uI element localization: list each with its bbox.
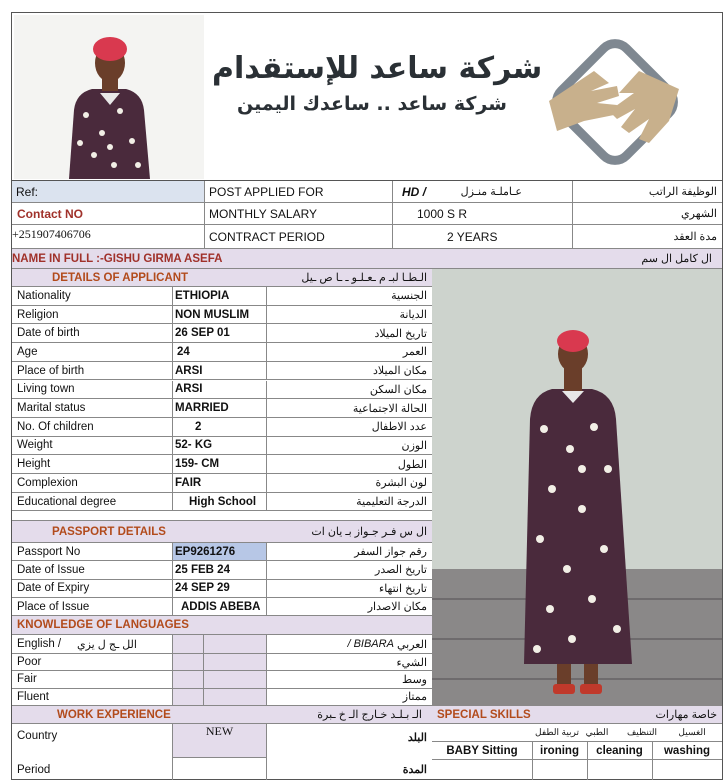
period-ar-work: المدة	[402, 764, 427, 776]
applicant-row	[12, 493, 432, 512]
passport-label: Passport No	[17, 545, 81, 558]
skill-ar-2: الطبي	[585, 727, 609, 737]
passport-label: Date of Issue	[17, 563, 85, 576]
arabic-label: العربي BIBARA /	[347, 638, 427, 651]
applicant-value: 26 SEP 01	[175, 327, 230, 340]
full-name: NAME IN FULL :-GISHU GIRMA ASEFA	[12, 252, 223, 265]
skill-ar-1: تربية الطفل	[535, 727, 580, 737]
skills-header	[432, 706, 722, 724]
passport-label: Place of Issue	[17, 600, 90, 613]
phone-number: +251907406706	[12, 227, 91, 241]
spacer	[12, 511, 432, 521]
company-subtitle: شركة ساعد .. ساعدك اليمين	[237, 93, 507, 115]
applicant-header	[12, 269, 432, 287]
applicant-value: MARRIED	[175, 402, 229, 415]
applicant-ar: الديانة	[399, 309, 427, 322]
salary-value: 1000 S R	[417, 206, 468, 221]
applicant-photo-full	[432, 269, 722, 706]
period-label-work: Period	[17, 763, 51, 776]
applicant-ar: عدد الاطفال	[371, 421, 427, 434]
post-value: HD /	[402, 184, 426, 199]
applicant-label: Place of birth	[17, 364, 85, 377]
salary-label: MONTHLY SALARY	[209, 206, 318, 221]
passport-ar: مكان الاصدار	[367, 601, 427, 614]
passport-value: 24 SEP 29	[175, 582, 230, 595]
applicant-row	[12, 324, 432, 343]
applicant-ar: مكان السكن	[369, 383, 427, 396]
english-label: English /	[17, 638, 62, 650]
applicant-row	[12, 399, 432, 418]
skill-ar-4: الغسيل	[678, 727, 706, 737]
applicant-value: High School	[189, 495, 257, 508]
passport-row	[12, 561, 432, 579]
applicant-row	[12, 362, 432, 381]
passport-row	[12, 598, 432, 616]
applicant-label: Educational degree	[17, 495, 117, 508]
passport-ar: تاريخ الصدر	[375, 564, 427, 577]
header	[12, 13, 722, 181]
applicant-ar: لون البشرة	[375, 477, 427, 490]
applicant-value: ARSI	[175, 383, 203, 396]
skills-row	[432, 742, 722, 760]
applicant-label: Nationality	[17, 289, 71, 302]
company-logo	[539, 31, 689, 176]
skill-washing: washing	[663, 744, 710, 757]
applicant-row	[12, 287, 432, 306]
languages-head-row	[12, 635, 432, 654]
skill-baby-sitting: BABY Sitting	[446, 744, 518, 757]
applicant-label: Complexion	[17, 476, 78, 489]
applicant-label: No. Of children	[17, 420, 94, 433]
passport-value: 25 FEB 24	[175, 563, 230, 576]
language-level-label: Fair	[17, 673, 37, 686]
skills-empty-row	[432, 760, 722, 780]
skills-ar-row	[432, 724, 722, 742]
cv-page	[11, 12, 723, 780]
salary-ar: الشهري	[681, 208, 717, 220]
skill-cleaning: cleaning	[596, 744, 643, 757]
language-level-row	[12, 689, 432, 706]
applicant-label: Age	[17, 345, 38, 358]
name-row	[12, 249, 722, 269]
language-level-row	[12, 671, 432, 688]
skill-ar-3: التنظيف	[626, 727, 658, 737]
languages-header	[12, 616, 432, 635]
applicant-value: 52- KG	[175, 439, 213, 452]
passport-value: EP9261276	[173, 543, 266, 560]
applicant-value: FAIR	[175, 476, 202, 489]
applicant-label: Living town	[17, 383, 75, 396]
post-ar: الوظيفة الراتب	[648, 186, 717, 198]
work-title: WORK EXPERIENCE	[57, 708, 171, 721]
applicant-ar: مكان الميلاد	[372, 365, 427, 378]
applicant-ar: تاريخ الميلاد	[374, 327, 427, 340]
applicant-row	[12, 381, 432, 400]
post-value-ar: عـاملـة منـزل	[460, 186, 522, 198]
language-level-ar: الشيء	[396, 656, 427, 669]
full-name-ar: ال كامل ال سم	[641, 253, 712, 265]
ref-label: Ref:	[12, 181, 204, 202]
language-level-label: Fluent	[17, 690, 49, 703]
applicant-row	[12, 418, 432, 437]
ref-row	[12, 181, 722, 203]
passport-row	[12, 580, 432, 598]
skills-title-ar: خاصة مهارات	[655, 709, 717, 721]
language-level-ar: وسط	[402, 673, 427, 686]
applicant-value: 159- CM	[175, 458, 220, 471]
applicant-label: Height	[17, 458, 51, 471]
applicant-ar: العمر	[402, 346, 427, 359]
passport-value: ADDIS ABEBA	[181, 600, 261, 613]
applicant-row	[12, 437, 432, 456]
applicant-ar: الدرجة التعليمية	[356, 496, 427, 509]
passport-title-ar: ال س فـر جـواز بـ يان ات	[311, 526, 427, 538]
period-label: CONTRACT PERIOD	[209, 229, 325, 244]
applicant-photo-small	[14, 15, 204, 179]
applicant-row	[12, 474, 432, 493]
period-value: 2 YEARS	[447, 229, 498, 244]
applicant-row	[12, 306, 432, 325]
applicant-value: 2	[195, 420, 202, 433]
applicant-ar: الحالة الاجتماعية	[352, 402, 427, 415]
skills-title: SPECIAL SKILLS	[437, 708, 531, 721]
applicant-ar: الوزن	[401, 439, 427, 452]
applicant-title-ar: الـطـا لبـ م ـعـلـو ـ ـا ص ـيل	[301, 272, 427, 284]
applicant-row	[12, 455, 432, 474]
passport-label: Date of Expiry	[17, 582, 90, 595]
work-country-row	[12, 724, 432, 744]
passport-ar: رقم جواز السفر	[354, 546, 427, 559]
country-label: Country	[17, 730, 58, 742]
applicant-label: Marital status	[17, 402, 86, 415]
passport-row	[12, 543, 432, 561]
applicant-label: Weight	[17, 439, 53, 452]
passport-ar: تاريخ انتهاء	[379, 582, 427, 595]
languages-title: KNOWLEDGE OF LANGUAGES	[17, 619, 189, 631]
applicant-label: Religion	[17, 308, 59, 321]
work-header	[12, 706, 432, 724]
applicant-row	[12, 343, 432, 362]
applicant-value: 24	[177, 345, 190, 358]
language-level-label: Poor	[17, 656, 42, 669]
work-period-row	[12, 744, 432, 780]
passport-title: PASSPORT DETAILS	[52, 525, 166, 538]
english-ar: الل ـج ل يزي	[77, 638, 137, 651]
salary-row	[12, 203, 722, 225]
applicant-label: Date of birth	[17, 327, 80, 340]
passport-header	[12, 521, 432, 543]
applicant-title: DETAILS OF APPLICANT	[52, 271, 189, 284]
period-row	[12, 225, 722, 249]
applicant-ar: الطول	[397, 458, 427, 471]
country-ar: البلد	[407, 731, 427, 744]
applicant-value: ETHIOPIA	[175, 289, 230, 302]
language-level-row	[12, 654, 432, 671]
applicant-value: NON MUSLIM	[175, 308, 250, 321]
work-title-ar: الـ بـلـد خـارج الـ خ ـبرة	[317, 709, 422, 721]
skill-ironing: ironing	[540, 744, 579, 757]
language-level-ar: ممتاز	[402, 691, 427, 704]
applicant-ar: الجنسية	[391, 290, 427, 303]
post-label: POST APPLIED FOR	[209, 184, 324, 199]
company-title: شركة ساعد للإستقدام	[212, 51, 543, 86]
period-ar: مدة العقد	[673, 231, 717, 243]
contact-label: Contact NO	[17, 206, 83, 221]
country-value: NEW	[173, 724, 266, 744]
applicant-value: ARSI	[175, 364, 203, 377]
